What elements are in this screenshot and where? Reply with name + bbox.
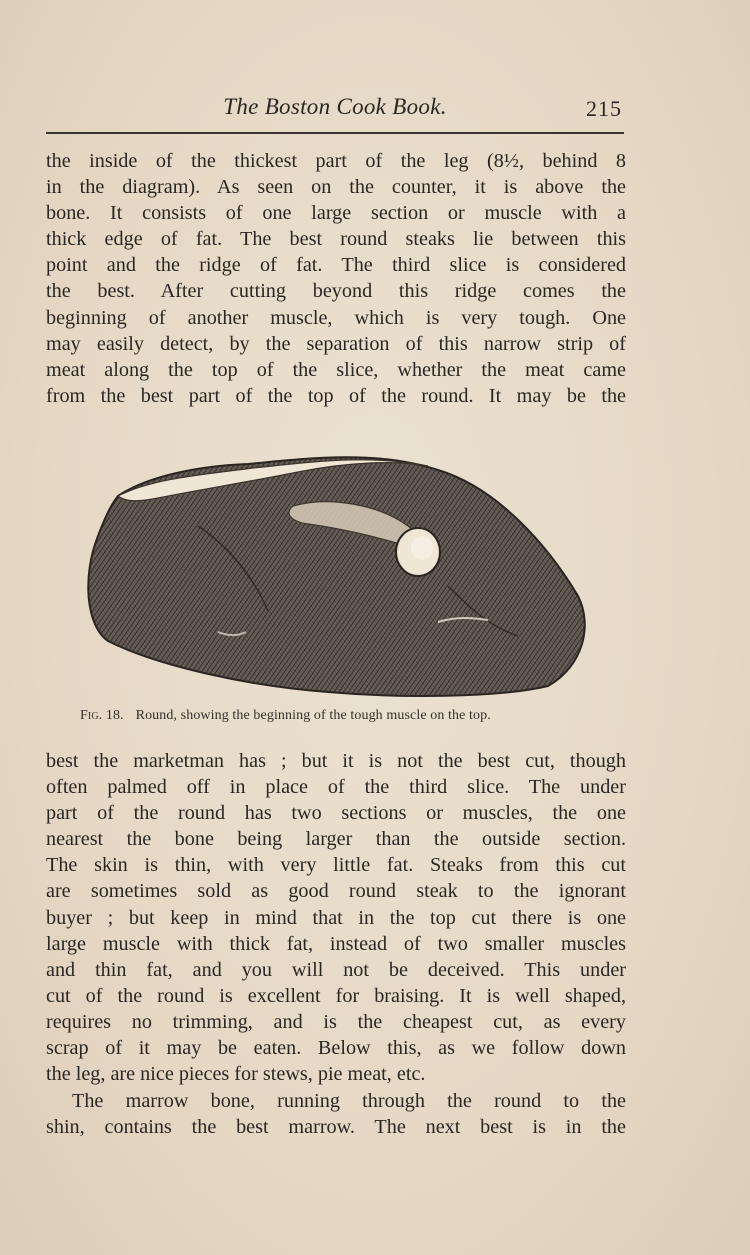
round-steak-illustration xyxy=(78,436,600,702)
paragraph-line: the inside of the thickest part of the leg (8½, behind 8 xyxy=(46,150,626,172)
paragraph-line: the leg, are nice pieces for stews, pie meat, etc. xyxy=(46,1063,426,1086)
paragraph-line: requires no trimming, and is the cheapest cut, as every xyxy=(46,1010,626,1033)
paragraph-line: nearest the bone being larger than the outside section. xyxy=(46,828,626,851)
running-title: The Boston Cook Book. xyxy=(223,94,447,119)
header-rule xyxy=(46,132,624,134)
figure-caption xyxy=(80,708,640,724)
paragraph-line: often palmed off in place of the third slice. The under xyxy=(46,776,626,799)
paragraph-line: large muscle with thick fat, instead of two smaller muscles xyxy=(46,932,626,955)
paragraph-line: The skin is thin, with very little fat. Steaks from this cut xyxy=(46,854,626,877)
paragraph-line: scrap of it may be eaten. Below this, as we follow down xyxy=(46,1037,626,1060)
paragraph-1 xyxy=(46,148,626,409)
paragraph-line: bone. It consists of one large section or muscle with a xyxy=(46,202,626,225)
paragraph-line: are sometimes sold as good round steak to the ignorant xyxy=(46,880,626,903)
paragraph-line: from the best part of the top of the round. It may be the xyxy=(46,384,626,407)
paragraph-line: cut of the round is excellent for braising. It is well shaped, xyxy=(46,984,626,1007)
paragraph-line: in the diagram). As seen on the counter, it is above the xyxy=(46,176,626,199)
paragraph-3 xyxy=(46,1088,626,1140)
paragraph-line: best the marketman has ; but it is not the best cut, though xyxy=(46,750,626,772)
figure-label: Fig. 18. xyxy=(80,708,124,723)
paragraph-line: meat along the top of the slice, whether the meat came xyxy=(46,358,626,381)
paragraph-line: buyer ; but keep in mind that in the top cut there is one xyxy=(46,906,626,929)
paragraph-line: part of the round has two sections or muscles, the one xyxy=(46,802,626,825)
paragraph-line: point and the ridge of fat. The third slice is considered xyxy=(46,254,626,277)
paragraph-line: thick edge of fat. The best round steaks lie between this xyxy=(46,228,626,251)
page-header xyxy=(46,94,624,124)
paragraph-line: the best. After cutting beyond this ridge comes the xyxy=(46,280,626,303)
page-number: 215 xyxy=(586,96,622,121)
paragraph-line: and thin fat, and you will not be deceived. This under xyxy=(46,958,626,981)
paragraph-line: shin, contains the best marrow. The next best is in the xyxy=(46,1116,626,1139)
paragraph-line: beginning of another muscle, which is very tough. One xyxy=(46,306,626,329)
figure-caption-text: Round, showing the beginning of the tough muscle on the top. xyxy=(135,708,491,723)
paragraph-line: The marrow bone, running through the round to the xyxy=(72,1090,626,1112)
paragraph-2 xyxy=(46,748,626,1087)
paragraph-line: may easily detect, by the separation of this narrow strip of xyxy=(46,332,626,355)
